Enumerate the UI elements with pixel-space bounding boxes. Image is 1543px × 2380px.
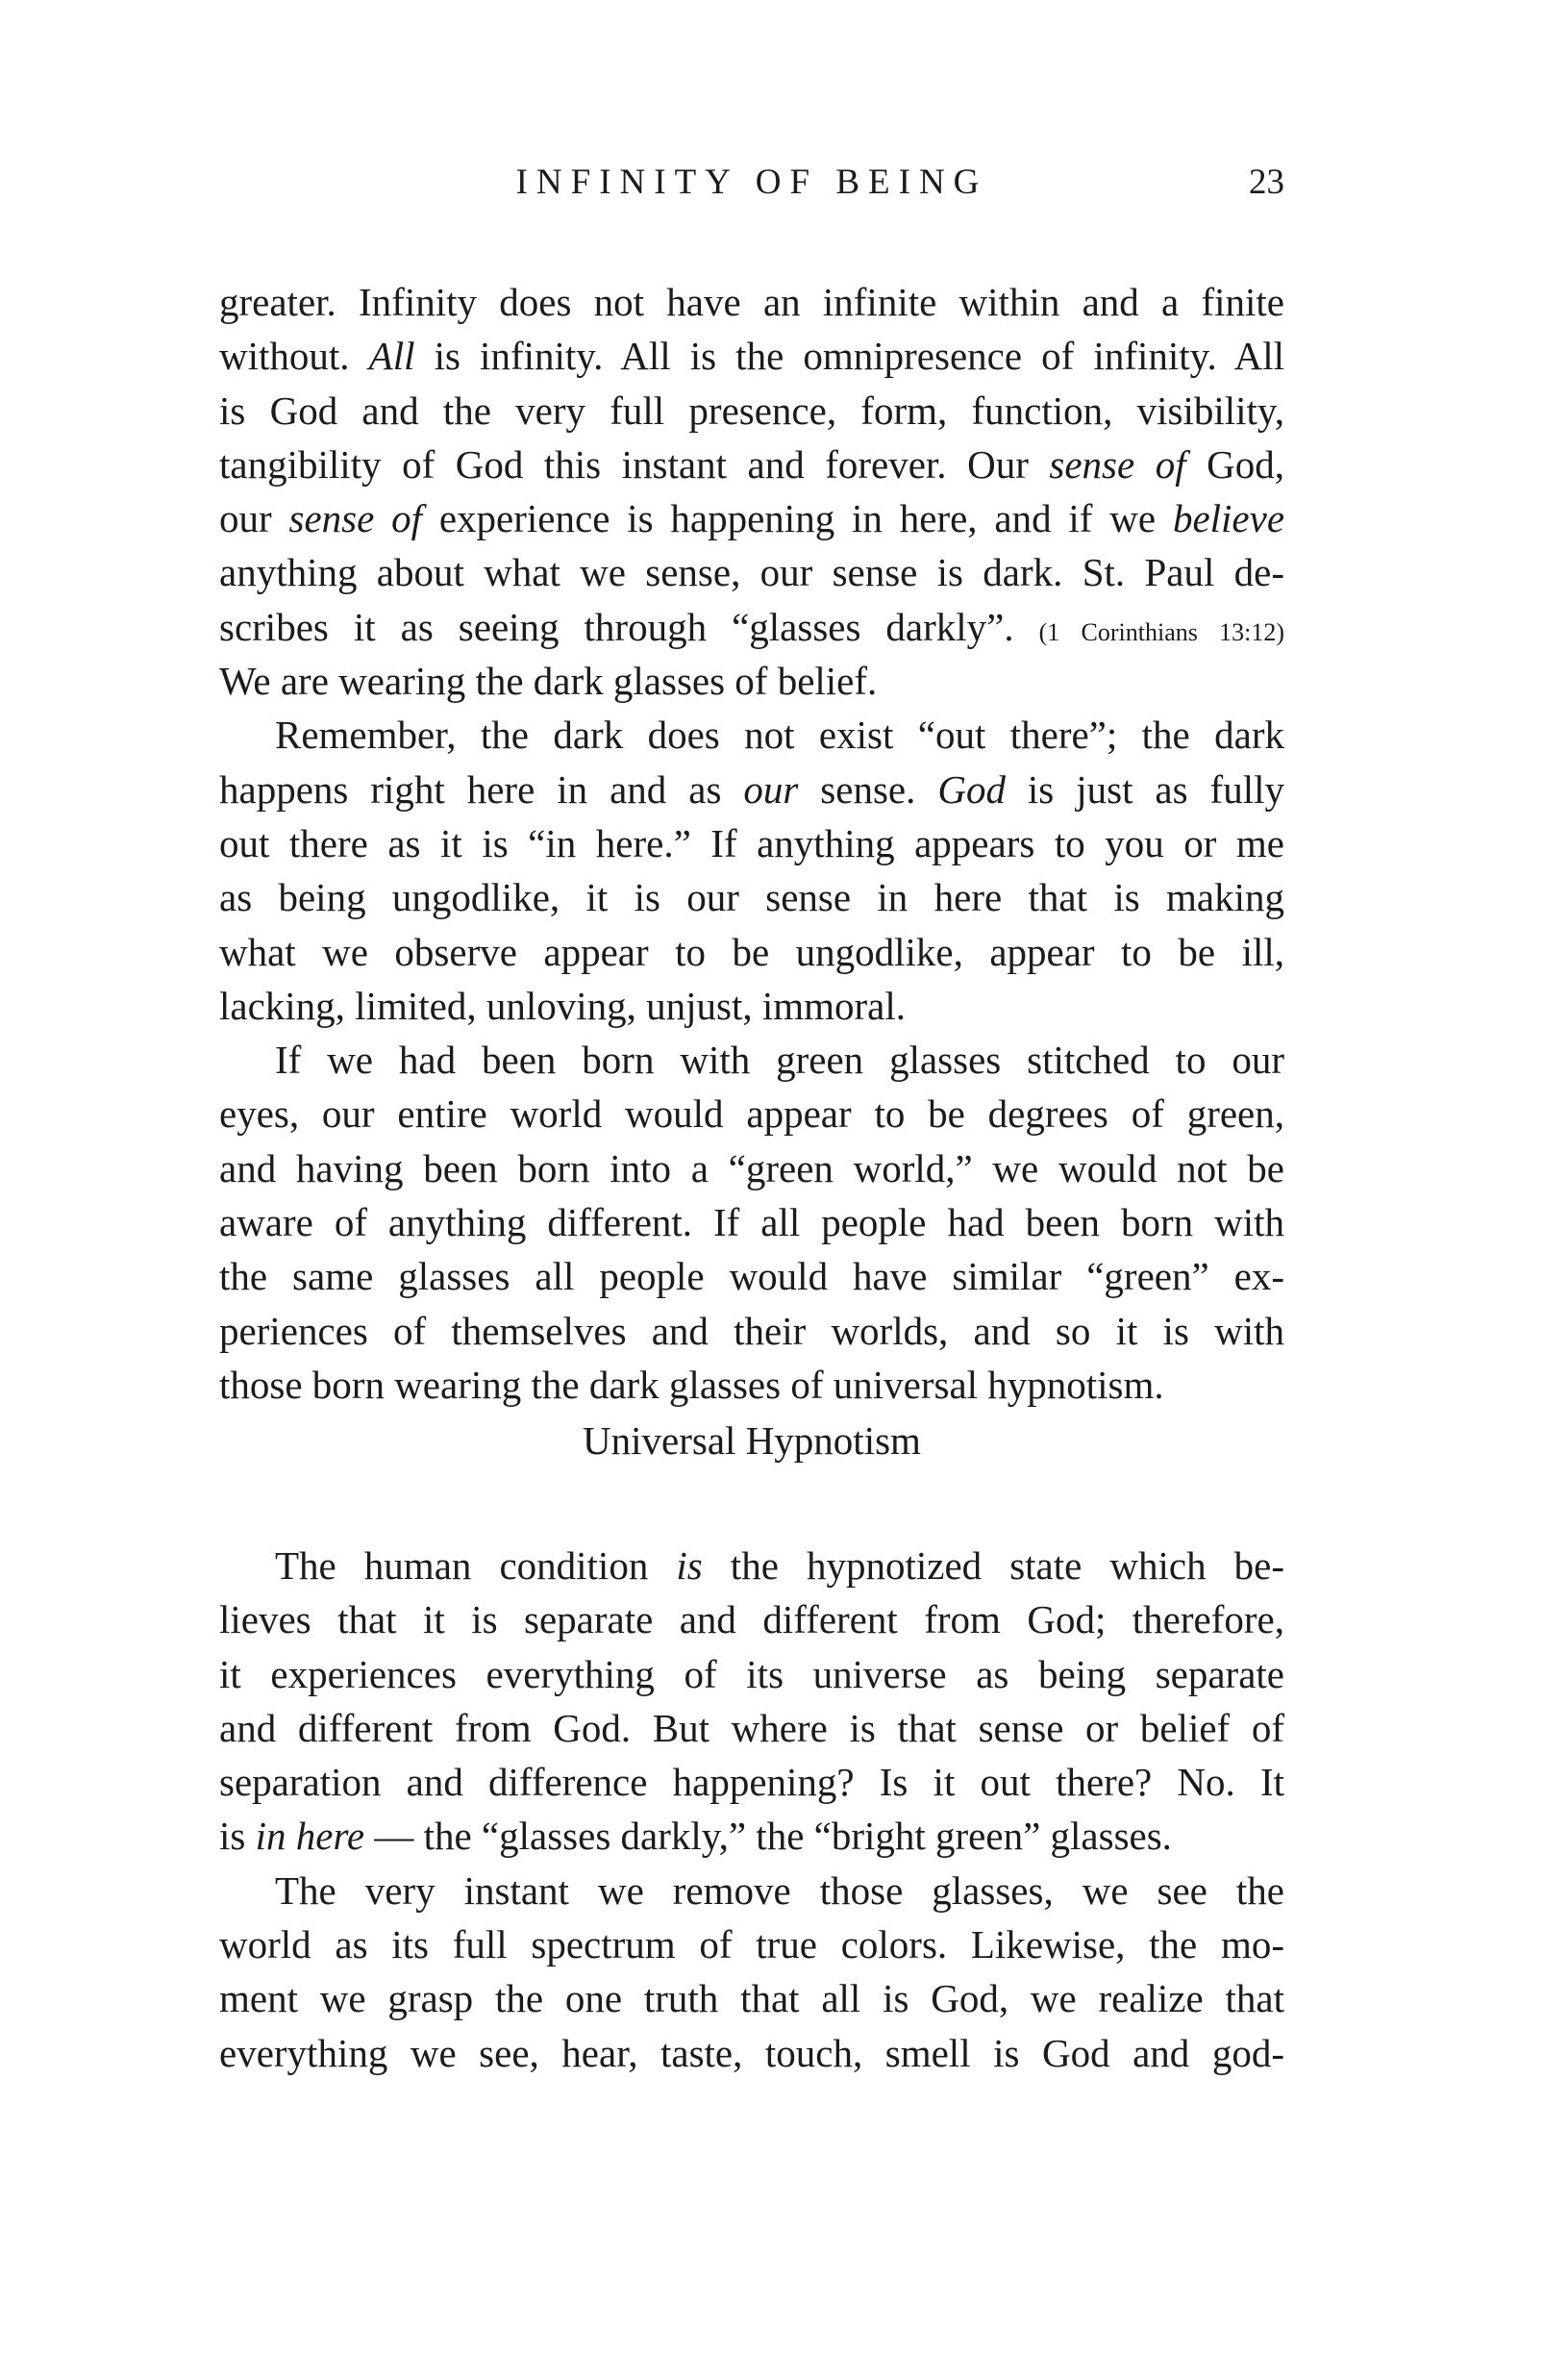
italic-text: sense of	[288, 496, 423, 541]
text-segment: the hypnotized state which be-	[702, 1543, 1285, 1588]
text-line	[219, 438, 1284, 491]
citation-text: (1 Corinthians 13:12)	[1038, 617, 1284, 646]
text-line	[219, 384, 1284, 438]
italic-text: All	[368, 334, 415, 379]
text-segment: The very instant we remove those glasses, we see the	[275, 1867, 1284, 1913]
text-segment: — the “glasses darkly,” the “bright green” glasses.	[364, 1814, 1172, 1859]
text-segment: the same glasses all people would have similar “green” ex-	[219, 1254, 1284, 1299]
text-line	[219, 1701, 1284, 1755]
italic-text: in here	[255, 1814, 365, 1859]
text-segment: and different from God. But where is that sense or belief of	[219, 1705, 1284, 1750]
text-line	[219, 2026, 1284, 2080]
text-line	[219, 1249, 1284, 1303]
text-line	[219, 1755, 1284, 1809]
text-segment: periences of themselves and their worlds, and so it is with	[219, 1308, 1284, 1353]
text-line	[219, 1358, 1284, 1412]
text-line	[219, 1647, 1284, 1701]
text-line	[219, 1539, 1284, 1592]
text-line	[219, 1087, 1284, 1140]
text-line	[219, 1971, 1284, 2025]
text-segment: lacking, limited, unloving, unjust, immoral.	[219, 983, 907, 1028]
text-segment: lieves that it is separate and different from God; therefore,	[219, 1597, 1284, 1642]
text-line	[219, 329, 1284, 383]
text-segment: Remember, the dark does not exist “out there”; the dark	[275, 713, 1284, 758]
text-segment: everything we see, hear, taste, touch, smell is God and god-	[219, 2030, 1284, 2075]
text-segment: The human condition	[275, 1543, 677, 1588]
text-segment: is infinity. All is the omnipresence of infinity. All	[414, 334, 1284, 379]
body-text-section-2	[219, 1539, 1284, 2080]
text-line	[219, 600, 1284, 654]
running-header	[219, 162, 1284, 210]
text-segment: without.	[219, 334, 369, 379]
italic-text: believe	[1172, 496, 1285, 541]
text-segment: is	[219, 1814, 256, 1859]
text-line	[219, 979, 1284, 1033]
text-segment: is just as fully	[1005, 766, 1284, 812]
text-segment: greater. Infinity does not have an infinite within and a finite	[219, 280, 1284, 324]
text-segment: is God and the very full presence, form, function, visibility,	[219, 388, 1284, 433]
text-line	[219, 275, 1284, 329]
text-segment: experience is happening in here, and if we	[422, 496, 1173, 541]
text-segment: tangibility of God this instant and forever. Our	[219, 441, 1050, 487]
text-segment: world as its full spectrum of true colors. Likewise, the mo-	[219, 1922, 1284, 1967]
text-segment: our	[219, 496, 289, 541]
text-line	[219, 1033, 1284, 1087]
running-title: INFINITY OF BEING	[515, 163, 988, 202]
text-line	[219, 925, 1284, 979]
text-line	[219, 1141, 1284, 1195]
text-segment: and having been born into a “green world,” we would not be	[219, 1145, 1284, 1190]
text-segment: aware of anything different. If all people had been born with	[219, 1200, 1284, 1245]
text-segment: it experiences everything of its universe as being separate	[219, 1651, 1284, 1696]
text-line	[219, 654, 1284, 708]
text-segment: sense.	[798, 766, 938, 812]
italic-text: our	[743, 766, 799, 812]
italic-text: sense of	[1049, 441, 1186, 487]
text-line	[219, 816, 1284, 870]
text-line	[219, 1195, 1284, 1249]
text-segment: separation and difference happening? Is it out there? No. It	[219, 1760, 1284, 1805]
text-line	[219, 1592, 1284, 1646]
text-segment: We are wearing the dark glasses of belief.	[219, 659, 878, 704]
text-line	[219, 708, 1284, 762]
text-line	[219, 1809, 1284, 1863]
text-segment: If we had been born with green glasses stitched to our	[275, 1038, 1284, 1083]
text-line	[219, 545, 1284, 599]
text-segment: ment we grasp the one truth that all is God, we realize that	[219, 1976, 1284, 2021]
body-text-section-1	[219, 275, 1284, 1412]
text-line	[219, 1864, 1284, 1917]
text-segment: eyes, our entire world would appear to be degrees of green,	[219, 1091, 1284, 1137]
text-segment: those born wearing the dark glasses of universal hypnotism.	[219, 1362, 1164, 1407]
text-segment: scribes it as seeing through “glasses darkly”.	[219, 604, 1039, 649]
text-line	[219, 870, 1284, 924]
text-line	[219, 763, 1284, 816]
text-segment: happens right here in and as	[219, 766, 744, 812]
text-segment: as being ungodlike, it is our sense in here that is making	[219, 875, 1284, 920]
text-segment: what we observe appear to be ungodlike, appear to be ill,	[219, 929, 1284, 974]
section-heading: Universal Hypnotism	[583, 1418, 921, 1463]
text-line	[219, 1304, 1284, 1358]
text-segment: out there as it is “in here.” If anything appears to you or me	[219, 820, 1284, 865]
text-line	[219, 1917, 1284, 1971]
italic-text: God	[937, 766, 1006, 812]
page-number: 23	[1249, 163, 1284, 202]
text-segment: anything about what we sense, our sense is dark. St. Paul de-	[219, 550, 1284, 595]
italic-text: is	[676, 1543, 703, 1588]
text-segment: God,	[1185, 441, 1284, 487]
text-line	[219, 491, 1284, 545]
